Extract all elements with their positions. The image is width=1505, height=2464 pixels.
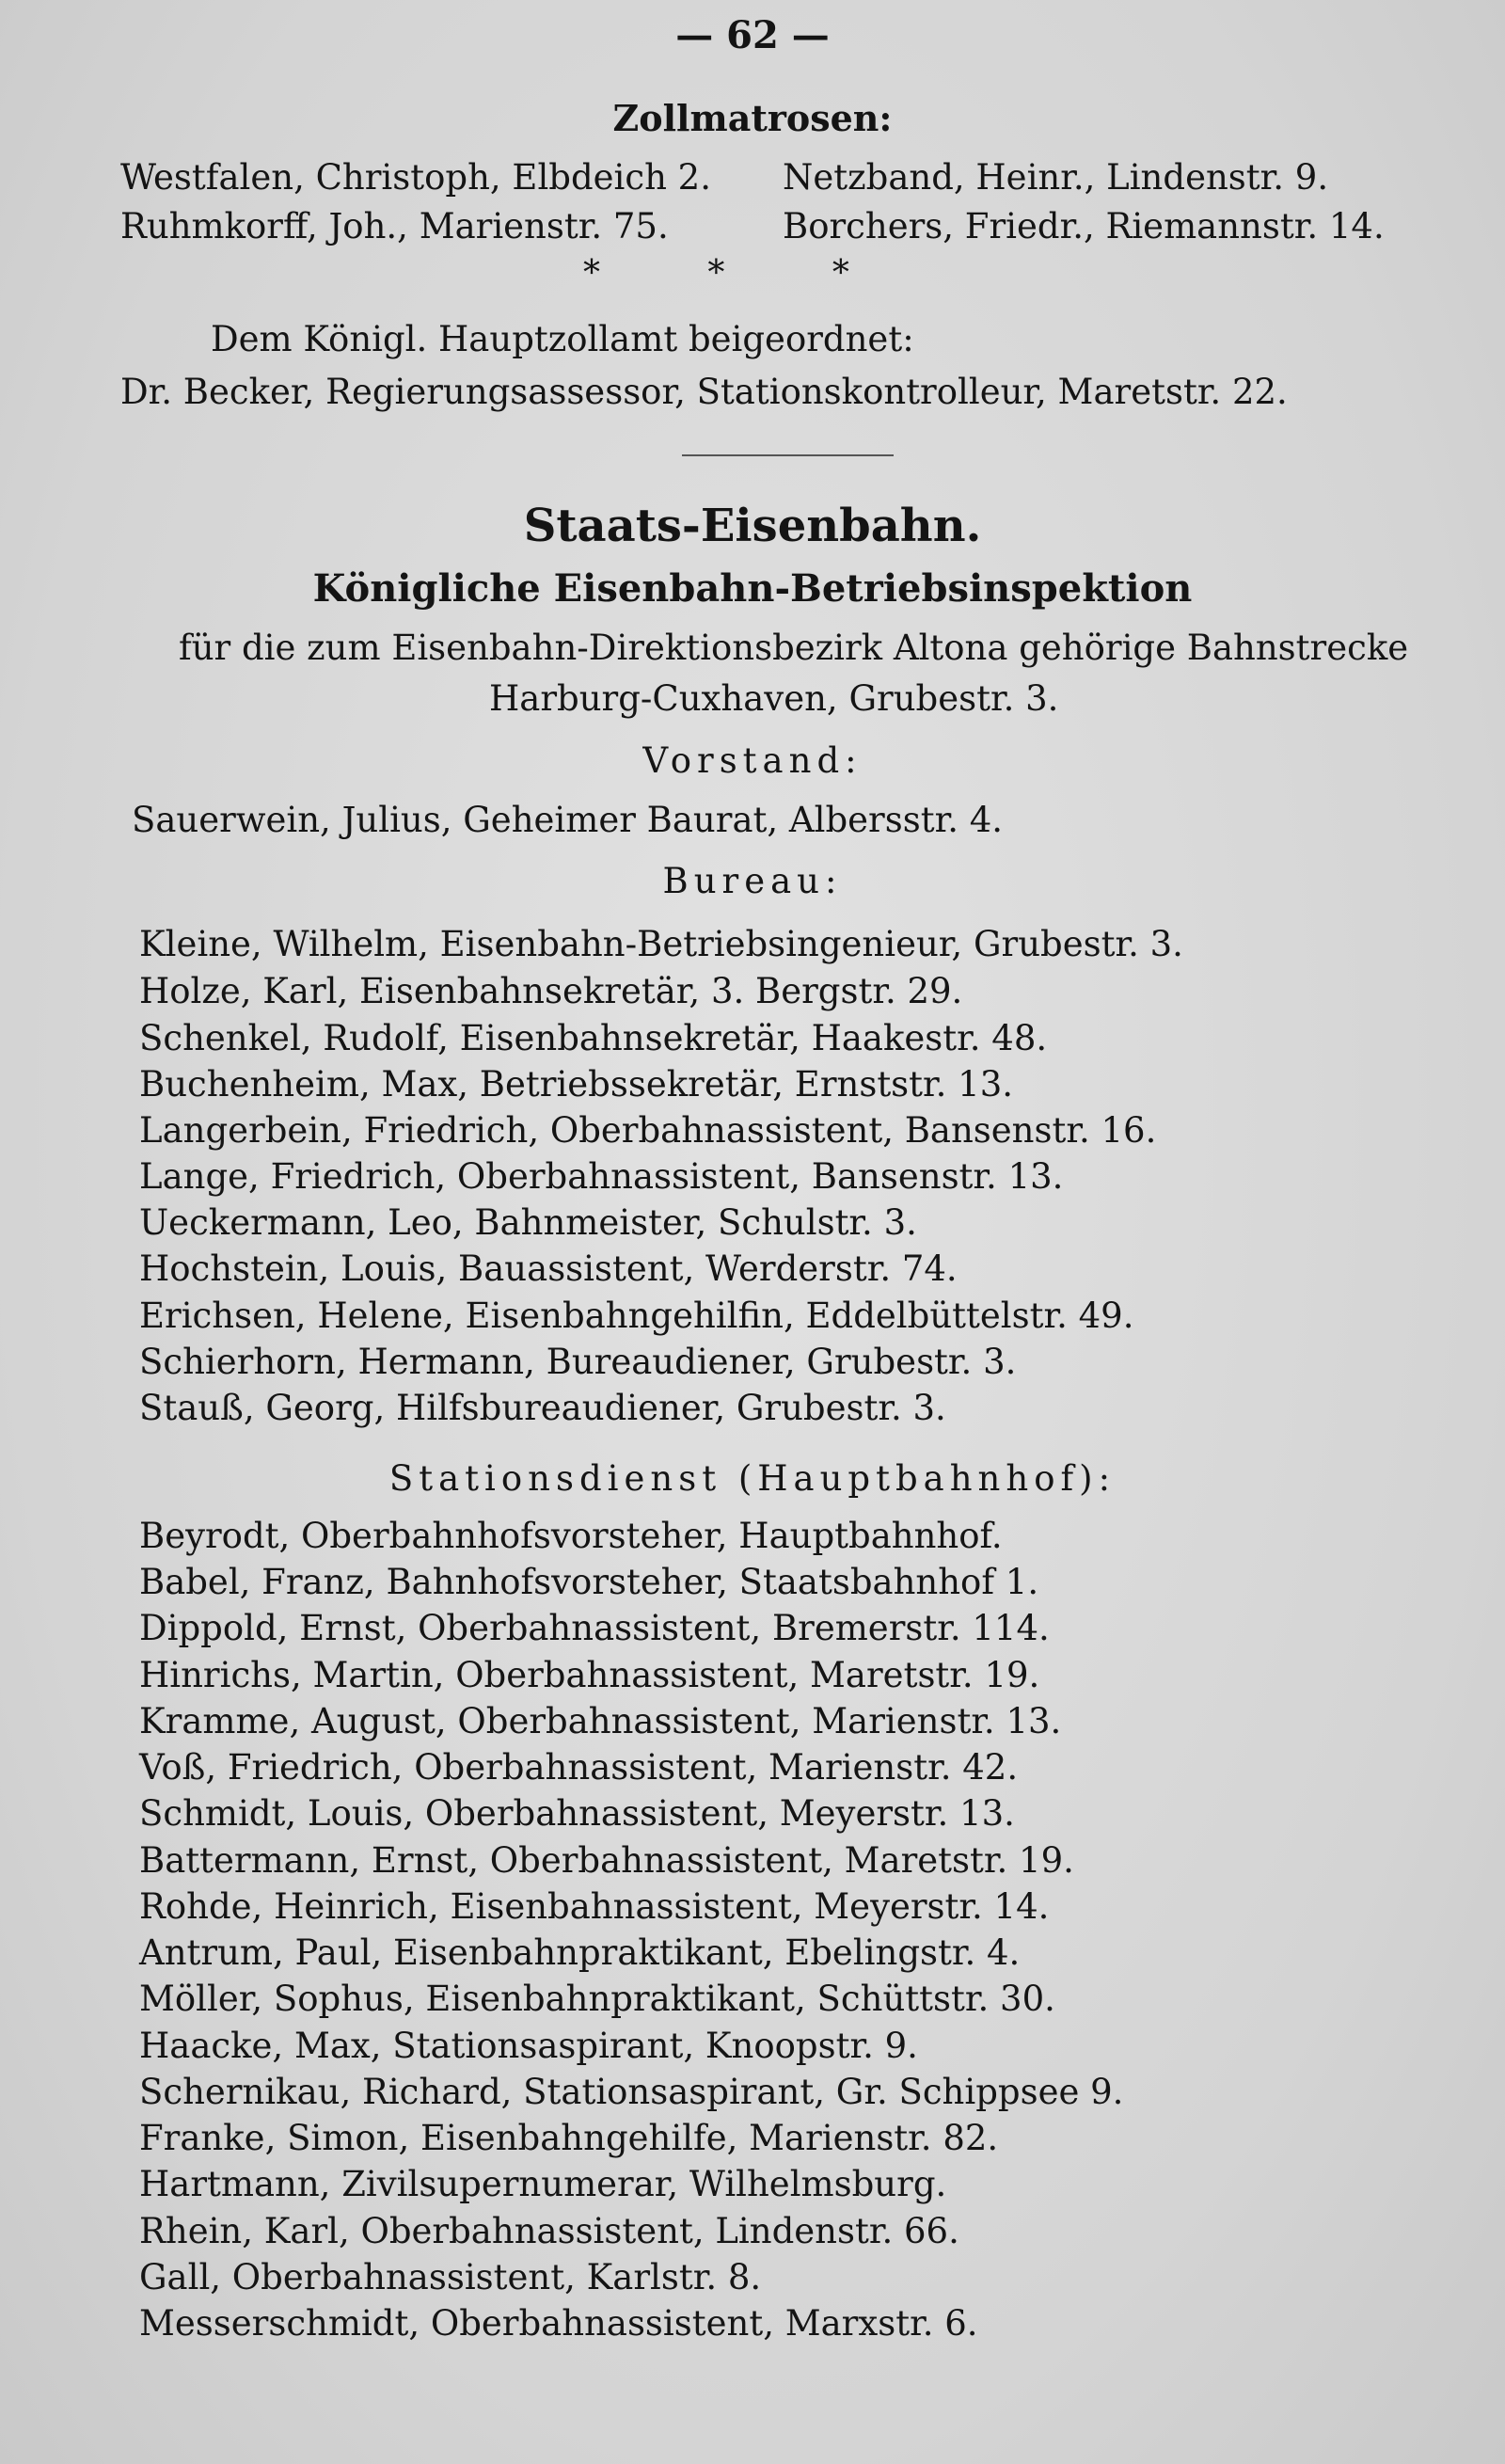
list-item: Beyrodt, Oberbahnhofsvorsteher, Hauptbahnhof. (139, 1516, 1003, 1556)
list-item: Hinrichs, Martin, Oberbahnassistent, Maretstr. 19. (139, 1655, 1040, 1695)
section-title: Staats-Eisenbahn. (523, 500, 982, 552)
subsection-heading-bureau: Bureau: (662, 861, 843, 901)
list-item: Babel, Franz, Bahnhofsvorsteher, Staatsbahnhof 1. (139, 1562, 1039, 1602)
list-item: Schernikau, Richard, Stationsaspirant, Gr. Schippsee 9. (139, 2072, 1124, 2112)
list-item: Ueckermann, Leo, Bahnmeister, Schulstr. 3. (139, 1202, 917, 1243)
list-item: Borchers, Friedr., Riemannstr. 14. (783, 206, 1385, 246)
list-item: Schmidt, Louis, Oberbahnassistent, Meyerstr. 13. (139, 1793, 1015, 1834)
page-number: — 62 — (675, 13, 830, 57)
subsection-heading-stationsdienst: Stationsdienst (Hauptbahnhof): (388, 1458, 1117, 1499)
list-item: Schierhorn, Hermann, Bureaudiener, Grubestr. 3. (139, 1342, 1017, 1382)
separator-stars: * * * (583, 254, 849, 293)
subsection-heading-vorstand: Vorstand: (642, 740, 863, 781)
text-line: für die zum Eisenbahn-Direktionsbezirk Altona gehörige Bahnstrecke (179, 628, 1409, 668)
list-item: Voß, Friedrich, Oberbahnassistent, Marienstr. 42. (139, 1747, 1019, 1788)
list-item: Haacke, Max, Stationsaspirant, Knoopstr. 9. (139, 2026, 918, 2066)
list-item: Hochstein, Louis, Bauassistent, Werderstr. 74. (139, 1248, 958, 1289)
list-item: Sauerwein, Julius, Geheimer Baurat, Albersstr. 4. (132, 800, 1004, 840)
list-item: Gall, Oberbahnassistent, Karlstr. 8. (139, 2257, 762, 2297)
list-item: Möller, Sophus, Eisenbahnpraktikant, Schüttstr. 30. (139, 1979, 1055, 2019)
text-line: Harburg-Cuxhaven, Grubestr. 3. (489, 678, 1059, 719)
text-line: Dem Königl. Hauptzollamt beigeordnet: (211, 319, 914, 359)
list-item: Lange, Friedrich, Oberbahnassistent, Bansenstr. 13. (139, 1156, 1064, 1197)
list-item: Rohde, Heinrich, Eisenbahnassistent, Meyerstr. 14. (139, 1886, 1050, 1927)
list-item: Schenkel, Rudolf, Eisenbahnsekretär, Haakestr. 48. (139, 1018, 1048, 1058)
list-item: Antrum, Paul, Eisenbahnpraktikant, Ebelingstr. 4. (139, 1932, 1021, 1973)
list-item: Hartmann, Zivilsupernumerar, Wilhelmsburg. (139, 2164, 947, 2204)
section-heading-zollmatrosen: Zollmatrosen: (612, 97, 893, 139)
list-item: Ruhmkorff, Joh., Marienstr. 75. (120, 206, 669, 246)
list-item: Holze, Karl, Eisenbahnsekretär, 3. Bergstr. 29. (139, 971, 963, 1011)
list-item: Franke, Simon, Eisenbahngehilfe, Marienstr. 82. (139, 2118, 999, 2158)
list-item: Stauß, Georg, Hilfsbureaudiener, Grubestr. 3. (139, 1388, 946, 1428)
list-item: Buchenheim, Max, Betriebssekretär, Ernststr. 13. (139, 1064, 1014, 1105)
divider (682, 454, 894, 456)
list-item: Kleine, Wilhelm, Eisenbahn-Betriebsingenieur, Grubestr. 3. (139, 924, 1183, 964)
section-subtitle: Königliche Eisenbahn-Betriebsinspektion (312, 566, 1193, 611)
list-item: Langerbein, Friedrich, Oberbahnassistent, Bansenstr. 16. (139, 1110, 1157, 1151)
list-item: Dippold, Ernst, Oberbahnassistent, Bremerstr. 114. (139, 1608, 1050, 1648)
list-item: Kramme, August, Oberbahnassistent, Marienstr. 13. (139, 1701, 1062, 1741)
list-item: Westfalen, Christoph, Elbdeich 2. (120, 157, 711, 198)
list-item: Rhein, Karl, Oberbahnassistent, Lindenstr. 66. (139, 2211, 959, 2251)
list-item: Battermann, Ernst, Oberbahnassistent, Maretstr. 19. (139, 1840, 1074, 1881)
list-item: Erichsen, Helene, Eisenbahngehilfin, Eddelbüttelstr. 49. (139, 1296, 1134, 1336)
list-item: Messerschmidt, Oberbahnassistent, Marxstr. 6. (139, 2303, 978, 2344)
text-line: Dr. Becker, Regierungsassessor, Stationskontrolleur, Maretstr. 22. (120, 372, 1288, 412)
list-item: Netzband, Heinr., Lindenstr. 9. (783, 157, 1329, 198)
